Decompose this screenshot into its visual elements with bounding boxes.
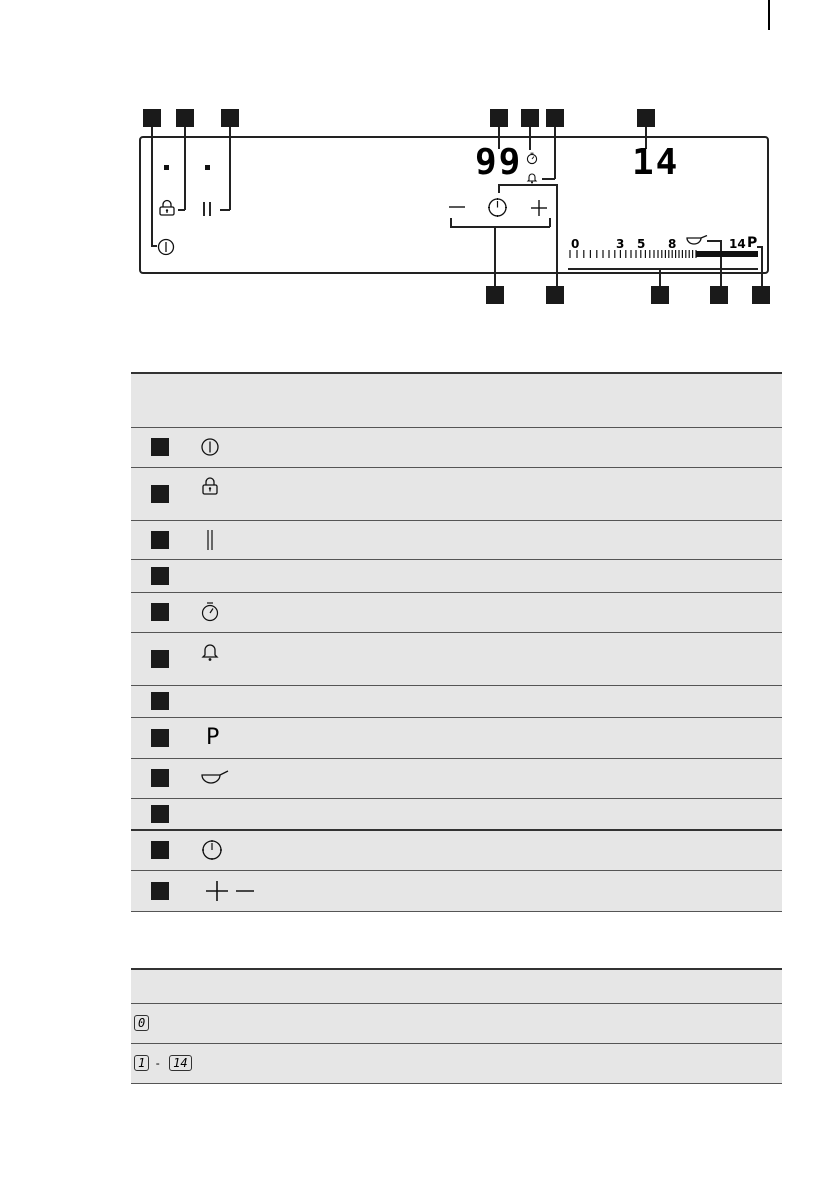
minus-button[interactable] <box>448 200 466 214</box>
callout-9 <box>546 286 564 304</box>
row-number <box>151 841 169 859</box>
display-digit: 1 <box>134 1055 149 1071</box>
leader-line <box>450 226 550 228</box>
row-number <box>151 882 169 900</box>
leader-line <box>761 246 763 286</box>
pan-icon <box>686 235 708 247</box>
stopwatch-icon <box>200 601 220 623</box>
table-row <box>131 830 782 870</box>
table-row <box>131 467 782 520</box>
leader-line <box>494 226 496 286</box>
leader-line <box>542 178 555 180</box>
row-number <box>151 567 169 585</box>
timer-icon <box>200 838 224 862</box>
stopwatch-icon <box>526 152 538 165</box>
indicator-dot <box>205 165 210 170</box>
heat-setting-table <box>131 968 782 1084</box>
callout-3 <box>221 109 239 127</box>
leader-line <box>178 209 185 211</box>
table-row <box>131 717 782 758</box>
leader-line <box>229 127 231 210</box>
lock-icon[interactable] <box>158 199 176 217</box>
row-number <box>151 729 169 747</box>
callout-8 <box>486 286 504 304</box>
table-row <box>131 632 782 685</box>
scale-label-8: 8 <box>668 237 677 251</box>
table-row <box>131 520 782 559</box>
table-row <box>131 1043 782 1083</box>
callout-4 <box>490 109 508 127</box>
table-row <box>131 559 782 592</box>
callout-10 <box>651 286 669 304</box>
lock-icon <box>200 476 220 496</box>
table-row <box>131 1003 782 1043</box>
callout-11 <box>710 286 728 304</box>
leader-line <box>549 218 551 227</box>
leader-line <box>498 184 500 193</box>
pause-icon[interactable] <box>200 201 214 217</box>
table-row <box>131 427 782 467</box>
callout-1 <box>143 109 161 127</box>
level-display: 14 <box>632 142 680 183</box>
leader-line <box>498 184 557 186</box>
table-row <box>131 870 782 911</box>
display-digit: 0 <box>134 1015 149 1031</box>
leader-line <box>450 218 452 227</box>
display-digit: 14 <box>169 1055 191 1071</box>
pause-icon <box>200 529 220 551</box>
leader-line <box>707 240 721 242</box>
row-number <box>151 438 169 456</box>
indicator-dot <box>164 165 169 170</box>
scale-label-5: 5 <box>637 237 646 251</box>
scale-label-14: 14 <box>729 237 746 251</box>
on-off-icon[interactable] <box>157 238 175 256</box>
control-panel-diagram <box>0 0 839 320</box>
row-number <box>151 650 169 668</box>
row-number <box>151 769 169 787</box>
callout-5 <box>521 109 539 127</box>
callout-12 <box>752 286 770 304</box>
on-off-icon <box>200 437 220 457</box>
leader-line <box>151 127 153 245</box>
row-number <box>151 692 169 710</box>
leader-line <box>568 268 758 270</box>
table-row <box>131 592 782 632</box>
leader-line <box>554 127 556 179</box>
leader-line <box>720 240 722 286</box>
scale-label-p: P <box>747 235 758 251</box>
bell-icon <box>526 171 538 184</box>
bar-fill <box>696 251 758 257</box>
leader-line <box>556 184 558 286</box>
callout-7 <box>637 109 655 127</box>
scale-label-3: 3 <box>616 237 625 251</box>
leader-line <box>220 209 230 211</box>
plus-button[interactable] <box>530 199 548 217</box>
table-row <box>131 758 782 798</box>
scale-label-0: 0 <box>571 237 580 251</box>
pan-icon <box>200 770 230 786</box>
plus-minus-icon <box>200 880 256 902</box>
bell-icon <box>200 641 220 663</box>
functions-table <box>131 372 782 912</box>
table-row <box>131 798 782 830</box>
row-number <box>151 485 169 503</box>
timer-button[interactable] <box>487 197 508 218</box>
power-p-icon: P <box>206 725 220 750</box>
table-header-row <box>131 969 782 1003</box>
leader-line <box>184 127 186 210</box>
row-number <box>151 603 169 621</box>
row-number <box>151 805 169 823</box>
control-bar[interactable] <box>566 248 761 260</box>
callout-2 <box>176 109 194 127</box>
timer-display: 99 <box>475 142 523 183</box>
callout-6 <box>546 109 564 127</box>
row-number <box>151 531 169 549</box>
range-dash: - <box>155 1056 160 1070</box>
table-row <box>131 685 782 717</box>
leader-line <box>659 268 661 286</box>
table-header-row <box>131 373 782 427</box>
leader-line <box>529 127 531 150</box>
